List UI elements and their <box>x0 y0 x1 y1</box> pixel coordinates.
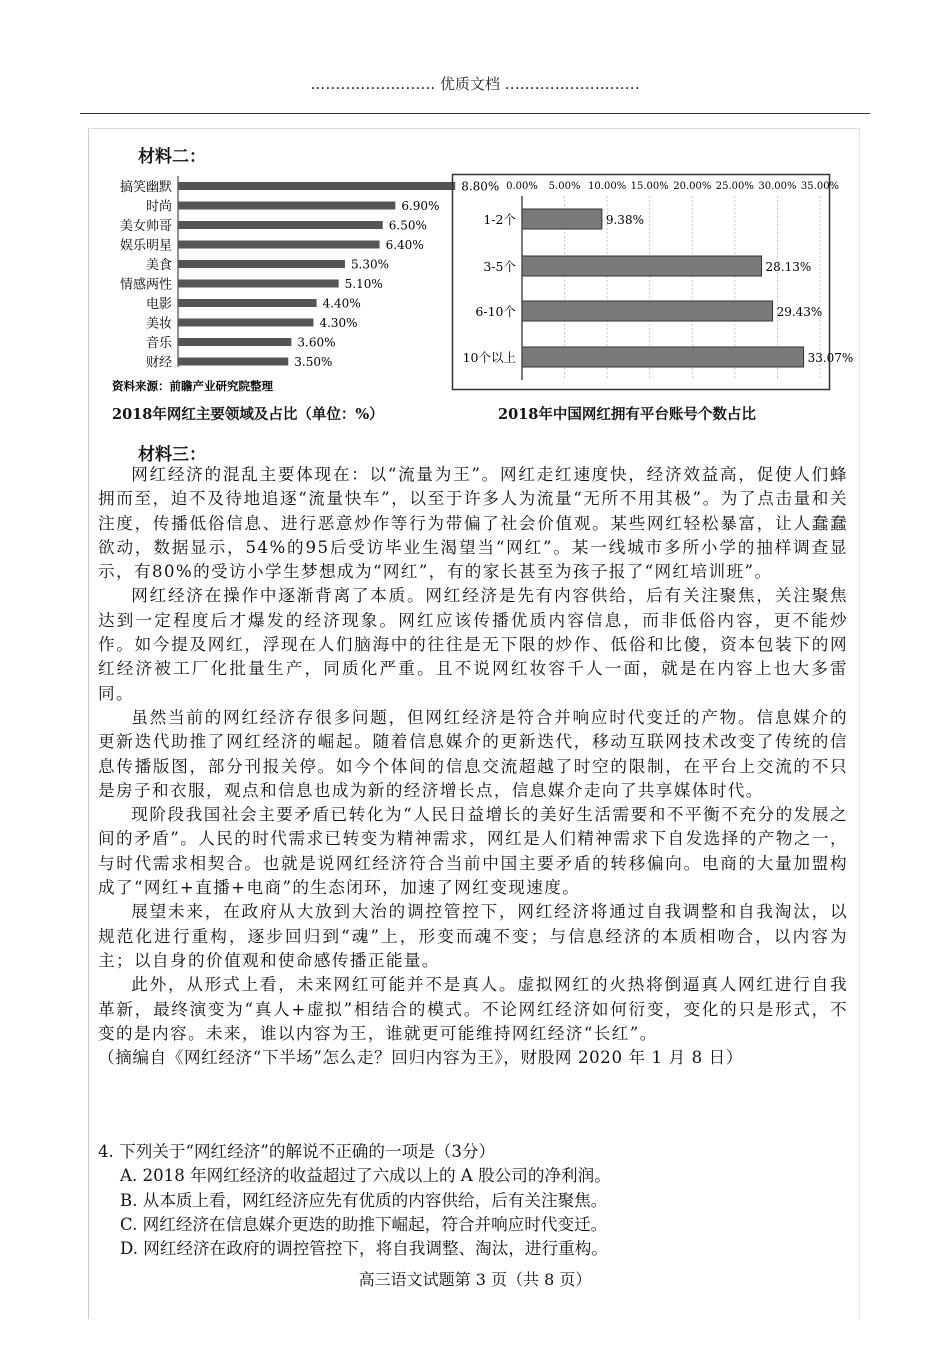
source-label: 资料来源：前瞻产业研究院整理 <box>112 379 273 393</box>
material-two-label: 材料二： <box>138 147 206 167</box>
bar <box>178 338 291 346</box>
value-label: 28.13% <box>765 260 812 274</box>
category-label: 情感两性 <box>119 277 172 293</box>
category-label: 6-10个 <box>475 304 516 319</box>
bar <box>178 241 380 249</box>
material-three-label: 材料三： <box>138 445 206 465</box>
tick-label: 15.00% <box>630 181 669 192</box>
material-three-text <box>98 463 848 1070</box>
header-rule <box>80 113 870 114</box>
tick-label: 30.00% <box>758 181 797 192</box>
source-note: （摘编自《网红经济“下半场”怎么走？回归内容为王》，财股网 2020 年 1 月 8 日） <box>98 1048 744 1068</box>
chart-accounts-caption: 2018年中国网红拥有平台账号个数占比 <box>498 406 756 423</box>
category-label: 财经 <box>145 355 172 371</box>
value-label: 29.43% <box>776 305 823 319</box>
paragraph: 现阶段我国社会主要矛盾已转化为“人民日益增长的美好生活需要和不平衡不充分的发展之间的矛盾”。人民的时代需求已转变为精神需求，网红是人们精神需求下自发选择的产物之一，与时代需求相契合。也就是说网红经济符合当前中国主要矛盾的转移偏向。电商的大量加盟构成了“网红+直播+电商”的生态闭环，加速了网红变现速度。 <box>98 805 848 898</box>
tick-label: 10.00% <box>588 181 627 192</box>
category-label: 10个以上 <box>462 350 516 365</box>
tick-label: 5.00% <box>548 181 581 192</box>
value-label: 4.30% <box>319 316 358 330</box>
chart-accounts-svg <box>452 174 854 390</box>
paragraph: 此外，从形式上看，未来网红可能并不是真人。虚拟网红的火热将倒逼真人网红进行自我革新，最终演变为“真人+虚拟”相结合的模式。不论网红经济如何衍变，变化的只是形式，不变的是内容。未来，谁以内容为王，谁就更可能维持网红经济“长红”。 <box>98 975 848 1043</box>
bar <box>178 182 455 190</box>
value-label: 6.90% <box>401 199 440 213</box>
bar <box>178 221 383 229</box>
category-label: 1-2个 <box>483 212 516 227</box>
category-label: 美食 <box>145 258 172 273</box>
bar <box>178 299 317 307</box>
page-footer: 高三语文试题第 3 页（共 8 页） <box>358 1270 592 1289</box>
category-label: 时尚 <box>145 199 172 215</box>
bar <box>522 256 762 276</box>
option-d: D. 网红经济在政府的调控管控下，将自我调整、淘汰，进行重构。 <box>120 1239 608 1259</box>
bar <box>522 347 804 367</box>
value-label: 3.50% <box>294 355 333 369</box>
question-stem: 4. 下列关于“网红经济”的解说不正确的一项是（3分） <box>98 1142 496 1161</box>
paragraph: 网红经济在操作中逐渐背离了本质。网红经济是先有内容供给，后有关注聚焦，关注聚焦达到一定程度后才爆发的经济现象。网红应该传播优质内容信息，而非低俗内容，更不能炒作。如今提及网红，浮现在人们脑海中的往往是无下限的炒作、低俗和比傻，资本包装下的网红经济被工厂化批量生产，同质化严重。且不说网红妆容千人一面，就是在内容上也大多雷同。 <box>98 586 848 703</box>
paragraph: 网红经济的混乱主要体现在：以“流量为王”。网红走红速度快，经济效益高，促使人们蜂拥而至，迫不及待地追逐“流量快车”，以至于许多人为流量“无所不用其极”。为了点击量和关注度，传播低俗信息、进行恶意炒作等行为带偏了社会价值观。某些网红轻松暴富，让人蠢蠢欲动，数据显示，54%的95后受访毕业生渴望当“网红”。某一线城市多所小学的抽样调查显示，有80%的受访小学生梦想成为“网红”，有的家长甚至为孩子报了“网红培训班”。 <box>98 465 848 582</box>
bar <box>178 280 339 288</box>
bar <box>178 202 395 210</box>
question-4 <box>98 1140 858 1261</box>
bar <box>178 358 288 366</box>
value-label: 33.07% <box>807 351 854 365</box>
bar <box>522 301 773 321</box>
bar <box>178 319 313 327</box>
value-label: 4.40% <box>322 296 361 311</box>
option-a: A. 2018 年网红经济的收益超过了六成以上的 A 股公司的净利润。 <box>120 1166 611 1186</box>
paragraph: 虽然当前的网红经济存很多问题，但网红经济是符合并响应时代变迁的产物。信息媒介的更新迭代助推了网红经济的崛起。随着信息媒介的更新迭代，移动互联网技术改变了传统的信息传播版图，部分刊报关停。如今个体间的信息交流超越了时空的限制，在平台上交流的不只是房子和衣服，观点和信息也成为新的经济增长点，信息媒介走向了共享媒体时代。 <box>98 707 848 800</box>
option-b: B. 从本质上看，网红经济应先有优质的内容供给，后有关注聚焦。 <box>120 1190 608 1210</box>
bar <box>522 209 602 229</box>
value-label: 9.38% <box>605 213 644 227</box>
bar <box>178 260 345 268</box>
value-label: 6.40% <box>385 238 424 252</box>
category-label: 搞笑幽默 <box>119 180 172 195</box>
value-label: 6.50% <box>388 218 427 233</box>
category-label: 娱乐明星 <box>119 238 172 254</box>
tick-label: 35.00% <box>800 181 840 192</box>
value-label: 5.30% <box>350 257 390 272</box>
option-c: C. 网红经济在信息媒介更迭的助推下崛起，符合并响应时代变迁。 <box>120 1214 608 1234</box>
document-header: ……………………. 优质文档 ……………………… <box>310 75 640 93</box>
category-label: 美妆 <box>145 316 172 332</box>
category-label: 音乐 <box>145 336 172 351</box>
value-label: 3.60% <box>297 335 336 350</box>
tick-label: 0.00% <box>506 181 538 192</box>
tick-label: 20.00% <box>673 181 712 192</box>
category-label: 美女帅哥 <box>119 219 172 234</box>
paragraph: 展望未来，在政府从大放到大治的调控管控下，网红经济将通过自我调整和自我淘汰，以规范化进行重构，逐步回归到“魂”上，形变而魂不变；与信息经济的本质相吻合，以内容为主；以自身的价值观和使命感传播正能量。 <box>98 902 848 970</box>
category-label: 电影 <box>145 297 172 312</box>
chart-domains-caption: 2018年网红主要领域及占比（单位：%） <box>112 406 384 423</box>
tick-label: 25.00% <box>715 181 754 192</box>
chart-accounts <box>452 174 854 390</box>
value-label: 5.10% <box>344 277 383 291</box>
category-label: 3-5个 <box>483 259 516 274</box>
value-label: 8.80% <box>461 179 500 194</box>
